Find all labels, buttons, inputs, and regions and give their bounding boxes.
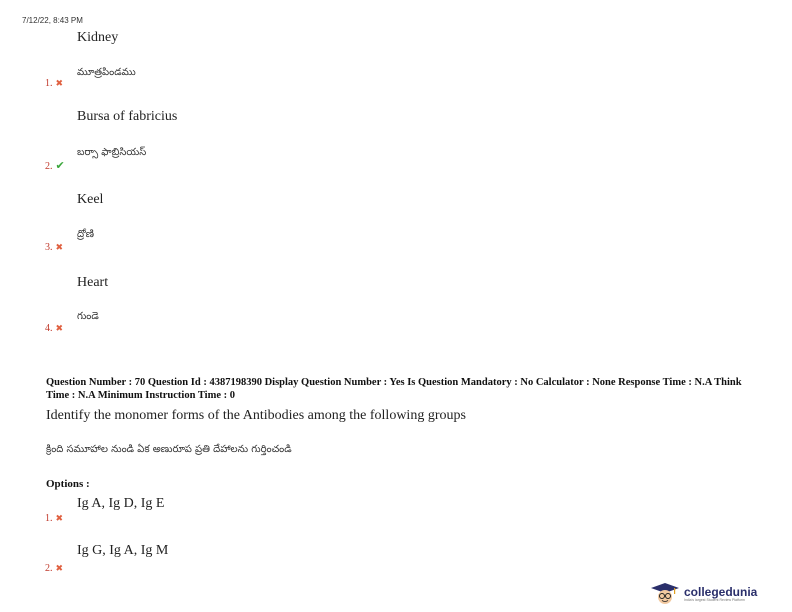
option-english-text: Kidney [77, 30, 119, 45]
collegedunia-logo [650, 580, 792, 608]
option-number: 2. ✔ [45, 159, 65, 172]
option-english-text: Heart [77, 275, 109, 290]
option-telugu-text: ద్రోణి [77, 229, 94, 240]
option-english-text: Ig G, Ig A, Ig M [77, 543, 169, 558]
option-english-text: Bursa of fabricius [77, 109, 178, 124]
print-timestamp: 7/12/22, 8:43 PM [22, 16, 83, 25]
wrong-mark-icon: ✖ [55, 79, 64, 89]
option-english-text: Ig A, Ig D, Ig E [77, 496, 165, 511]
option-telugu-text: మూత్రపిండము [77, 67, 136, 78]
option-telugu-text: గుండె [77, 311, 99, 322]
option-english-text: Keel [77, 192, 104, 207]
correct-check-icon: ✔ [55, 159, 65, 172]
wrong-mark-icon: ✖ [55, 564, 64, 574]
logo-tagline: India's largest Student Review Platform [684, 597, 745, 602]
option-number: 4. ✖ [45, 323, 64, 334]
options-label: Options : [46, 478, 90, 490]
logo-name: collegedunia [684, 584, 758, 599]
option-number: 2. ✖ [45, 563, 64, 574]
question-text-english: Identify the monomer forms of the Antibodies among the following groups [46, 408, 466, 423]
question-metadata: Question Number : 70 Question Id : 4387198390 Display Question Number : Yes Is Question Mandatory : No Calculator : None Response Time : N.A Think Time : N.A Minimum Instruction Time : 0 [46, 377, 742, 401]
wrong-mark-icon: ✖ [55, 243, 64, 253]
option-telugu-text: బర్సా ఫాబ్రిసియస్ [77, 147, 147, 158]
option-number: 1. ✖ [45, 78, 64, 89]
question-text-telugu: క్రింది సమూహాల నుండి ఏక అణురూప ప్రతి దేహాలను గుర్తించండి [46, 444, 292, 455]
wrong-mark-icon: ✖ [55, 514, 64, 524]
option-number: 1. ✖ [45, 513, 64, 524]
graduate-mascot-icon [650, 582, 680, 606]
option-number: 3. ✖ [45, 242, 64, 253]
wrong-mark-icon: ✖ [55, 324, 64, 334]
